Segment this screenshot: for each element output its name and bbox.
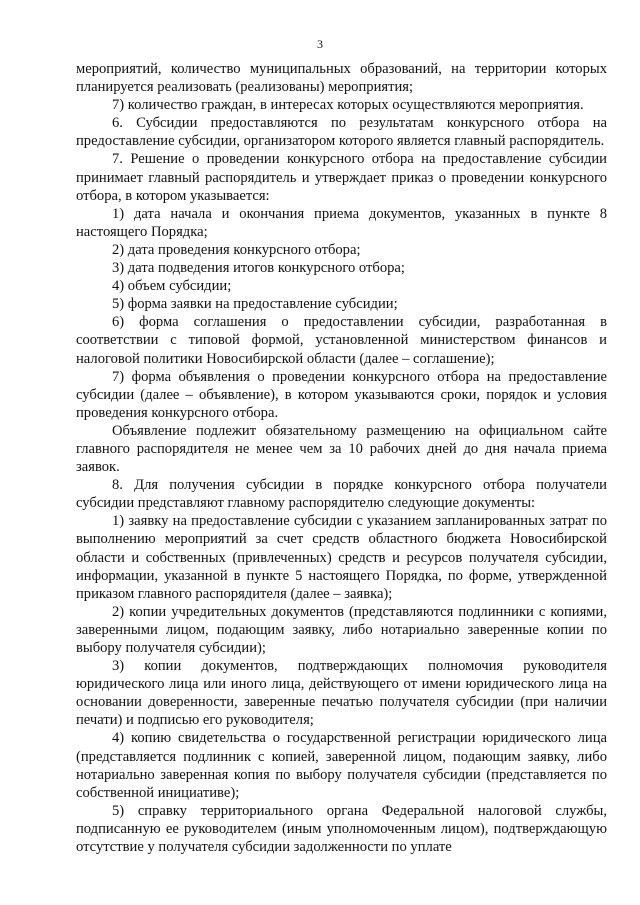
paragraph: 7. Решение о проведении конкурсного отбора на предоставление субсидии принимает главный распорядитель и утверждает приказ о проведении конкурсного отбора, в котором указывается:	[76, 151, 607, 204]
list-item: 5) справку территориального органа Федеральной налоговой службы, подписанную ее руководителем (иным уполномоченным лицом), подтверждающую отсутствие у получателя субсидии задолженности по уплате	[76, 802, 607, 856]
list-item: 1) дата начала и окончания приема документов, указанных в пункте 8 настоящего Порядка;	[76, 205, 607, 240]
list-item: 2) дата проведения конкурсного отбора;	[112, 241, 361, 258]
list-item: 5) форма заявки на предоставление субсидии;	[112, 296, 398, 313]
page-number: 3	[317, 37, 323, 51]
list-item: 3) копии документов, подтверждающих полномочия руководителя юридического лица или иного лица, действующего от имени юридического лица на основании доверенности, заверенные печатью получателя субсидии (при наличии печати) и подписью его руководителя;	[76, 658, 607, 729]
paragraph: мероприятий, количество муниципальных образований, на территории которых планируется реализовать (реализованы) мероприятия;	[76, 61, 607, 96]
list-item: 4) копию свидетельства о государственной регистрации юридического лица (представляется подлинник с копией, заверенной лицом, подающим заявку, либо нотариально заверенная копия по выбору получателя субсидии (представляется по собственной инициативе);	[76, 730, 607, 801]
document-body	[76, 60, 607, 856]
list-item: 1) заявку на предоставление субсидии с указанием запланированных затрат по выполнению мероприятий за счет средств областного бюджета Новосибирской области и собственных (привлеченных) средств и ресурсов получателя субсидии, информации, указанной в пункте 5 настоящего Порядка, по форме, утвержденной приказом главного распорядителя (далее – заявка);	[76, 513, 607, 602]
list-item: 6) форма соглашения о предоставлении субсидии, разработанная в соответствии с типовой формой, установленной министерством финансов и налоговой политики Новосибирской области (далее – соглашение);	[76, 314, 607, 367]
paragraph: 7) количество граждан, в интересах которых осуществляются мероприятия.	[112, 97, 584, 114]
paragraph: Объявление подлежит обязательному размещению на официальном сайте главного распорядителя не менее чем за 10 рабочих дней до дня начала приема заявок.	[76, 422, 607, 476]
list-item: 2) копии учредительных документов (представляются подлинники с копиями, заверенными лицом, подающим заявку, либо нотариально заверенные копии по выбору получателя субсидии);	[76, 603, 607, 656]
list-item: 7) форма объявления о проведении конкурсного отбора на предоставление субсидии (далее – объявление), в котором указываются сроки, порядок и условия проведения конкурсного отбора.	[76, 368, 607, 421]
list-item: 3) дата подведения итогов конкурсного отбора;	[112, 260, 405, 277]
list-item: 4) объем субсидии;	[112, 278, 232, 295]
paragraph: 6. Субсидии предоставляются по результатам конкурсного отбора на предоставление субсидии, организатором которого является главный распорядитель.	[76, 115, 607, 150]
paragraph: 8. Для получения субсидии в порядке конкурсного отбора получатели субсидии представляют главному распорядителю следующие документы:	[76, 477, 607, 512]
